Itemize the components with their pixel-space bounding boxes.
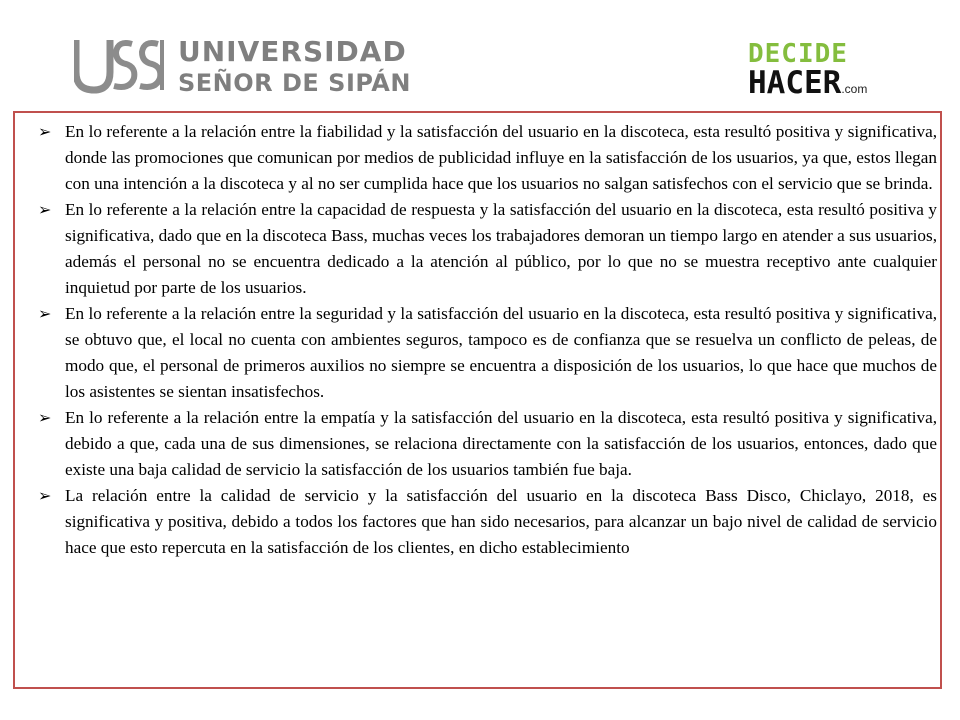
uss-logo-text: [178, 36, 411, 98]
list-item: [34, 119, 937, 197]
list-item-text: En lo referente a la relación entre la seguridad y la satisfacción del usuario en la discoteca, esta resultó positiva y significativa, se obtuvo que, el local no cuenta con ambientes seguros, tampoco es de confianza que se resuelva un conflicto de peleas, de modo que, el personal de primeros auxilios no siempre se encuentra a disposición de los usuarios, lo que hace que muchos de los asistentes se sientan insatisfechos.: [65, 304, 937, 401]
slide-header: [0, 0, 960, 112]
uss-logo-line2: SEÑOR DE SIPÁN: [178, 69, 411, 97]
list-item-text: En lo referente a la relación entre la empatía y la satisfacción del usuario en la discoteca, esta resultó positiva y significativa, debido a que, cada una de sus dimensiones, se relaciona directamente con la satisfacción de los usuarios, entonces, dado que existe una baja calidad de servicio la satisfacción de los usuarios también fue baja.: [65, 408, 937, 479]
list-item-text: La relación entre la calidad de servicio y la satisfacción del usuario en la discoteca Bass Disco, Chiclayo, 2018, es significativa y positiva, debido a todos los factores que han sido necesarios, para alcanzar un bajo nivel de calidad de servicio hace que esto repercuta en la satisfacción de los clientes, en dicho establecimiento: [65, 486, 937, 557]
arrow-bullet-icon: ➢: [38, 486, 52, 505]
decide-hacer-logo: [748, 40, 888, 100]
list-item: [34, 483, 937, 561]
list-item: [34, 301, 937, 405]
conclusions-box: [13, 111, 942, 689]
arrow-bullet-icon: ➢: [38, 122, 52, 141]
decide-hacer-word: HACER: [748, 65, 842, 101]
decide-hacer-line2: [748, 67, 867, 105]
decide-hacer-suffix: .com: [841, 82, 868, 96]
decide-hacer-line1: DECIDE: [748, 39, 848, 69]
list-item-text: En lo referente a la relación entre la capacidad de respuesta y la satisfacción del usuario en la discoteca, esta resultó positiva y significativa, dado que en la discoteca Bass, muchas veces los trabajadores demoran un tiempo largo en atender a sus usuarios, además el personal no se encuentra dedicado a la atención al público, por lo que no se muestra receptivo ante cualquier inquietud por parte de los usuarios.: [65, 200, 937, 297]
list-item: [34, 197, 937, 301]
list-item: [34, 405, 937, 483]
arrow-bullet-icon: ➢: [38, 200, 52, 219]
uss-logo-mark: [74, 36, 168, 94]
uss-logo-line1: UNIVERSIDAD: [178, 35, 407, 68]
uss-monogram-icon: [74, 36, 168, 94]
uss-logo-divider: [160, 40, 164, 90]
conclusions-list: [34, 119, 937, 561]
list-item-text: En lo referente a la relación entre la fiabilidad y la satisfacción del usuario en la discoteca, esta resultó positiva y significativa, donde las promociones que comunican por medios de publicidad influye en la satisfacción de los usuarios, ya que, estos llegan con una intención a la discoteca y al no ser cumplida hace que los usuarios no salgan satisfechos con el servicio que se brinda.: [65, 122, 937, 193]
arrow-bullet-icon: ➢: [38, 304, 52, 323]
arrow-bullet-icon: ➢: [38, 408, 52, 427]
